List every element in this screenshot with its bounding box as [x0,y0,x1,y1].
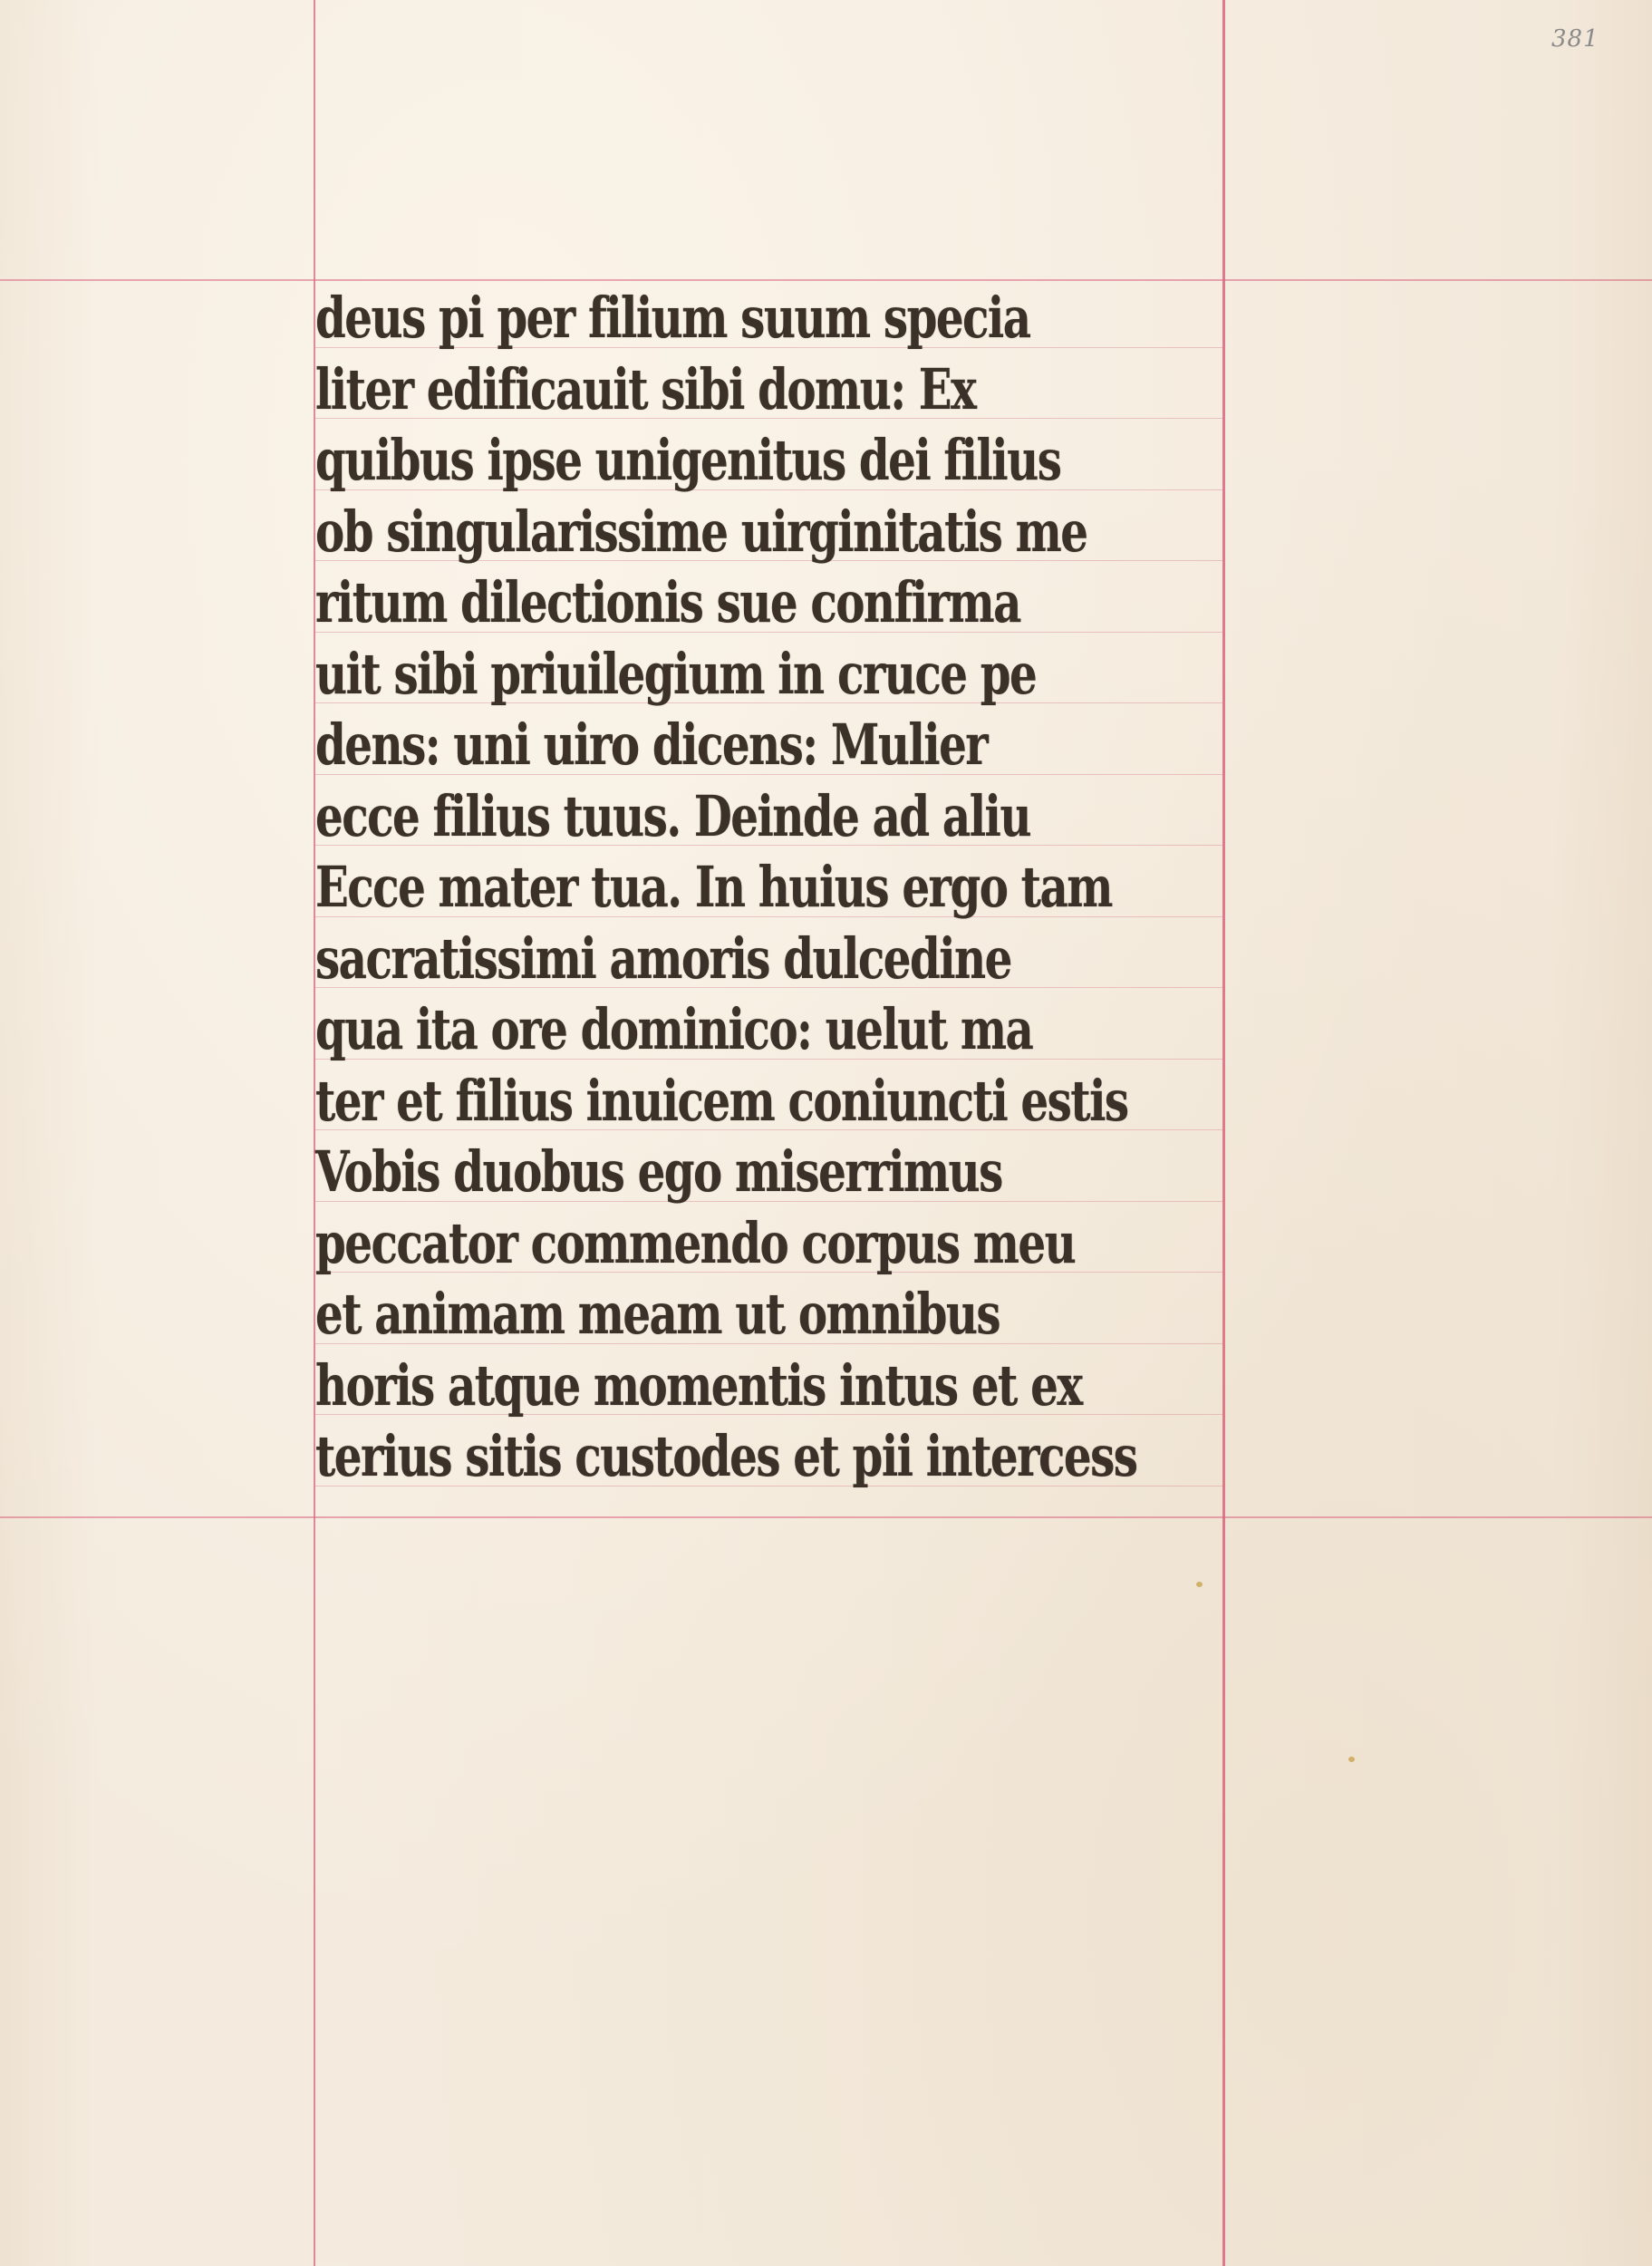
text-line: quibus ipse unigenitus dei filius [315,427,1061,493]
text-block [315,283,1231,1493]
text-line: deus pi per filium suum specia [315,285,1030,351]
text-line: ecce filius tuus. Deinde ad aliu [315,782,1030,849]
text-line: et animam meam ut omnibus [315,1281,1000,1347]
text-line: dens: uni uiro dicens: Mulier [315,712,988,778]
bottom-margin-ruling [0,1516,1652,1518]
text-line: ter et filius inuicem coniuncti estis [315,1067,1128,1134]
text-line: ritum dilectionis sue confirma [315,569,1020,635]
folio-number: 381 [1551,25,1599,53]
text-line: terius sitis custodes et pii intercess [315,1423,1137,1489]
text-line: liter edificauit sibi domu: Ex [315,355,976,422]
top-margin-ruling [0,279,1652,281]
text-line: Ecce mater tua. In huius ergo tam [315,854,1112,920]
parchment-speck [1348,1757,1355,1762]
text-line: Vobis duobus ego miserrimus [315,1138,1002,1205]
text-line: sacratissimi amoris dulcedine [315,925,1011,992]
parchment-speck [1196,1582,1203,1587]
text-line: peccator commendo corpus meu [315,1209,1076,1276]
text-line: ob singularissime uirginitatis me [315,498,1087,565]
text-line: horis atque momentis intus et ex [315,1351,1082,1419]
text-line: qua ita ore dominico: uelut ma [315,996,1033,1062]
text-line: uit sibi priuilegium in cruce pe [315,640,1037,707]
